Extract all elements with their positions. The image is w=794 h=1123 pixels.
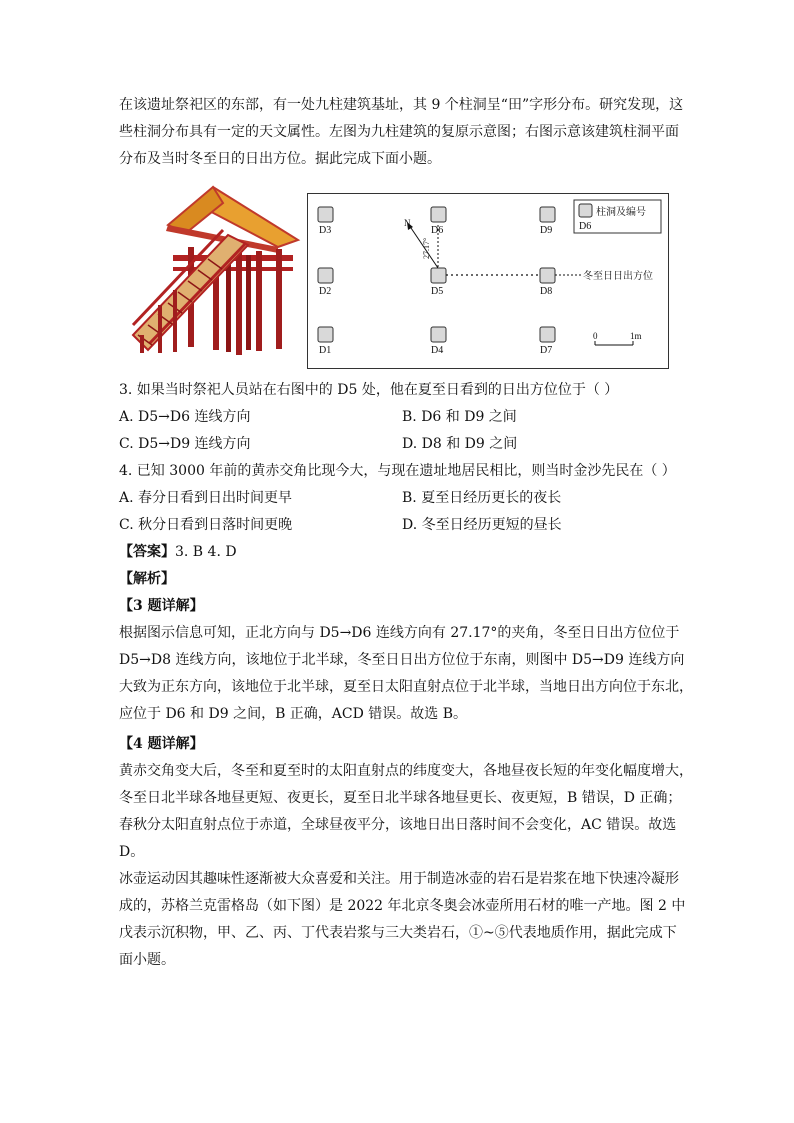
pillar-d3 bbox=[318, 207, 333, 222]
answer-line bbox=[119, 539, 679, 566]
pillar-d7 bbox=[540, 327, 555, 342]
pillar-d9 bbox=[540, 207, 555, 222]
legend-sample-label: D6 bbox=[579, 221, 592, 232]
q3-detail-label: 【3 题详解】 bbox=[119, 598, 204, 614]
pillar-d6 bbox=[431, 207, 446, 222]
q4-detail-line: 黄赤交角变大后，冬至和夏至时的太阳直射点的纬度变大，各地昼夜长短的年变化幅度增大， bbox=[119, 763, 693, 779]
intro-line: 些柱洞分布具有一定的天文属性。左图为九柱建筑的复原示意图；右图示意该建筑柱洞平面 bbox=[119, 124, 679, 140]
next-intro-line: 冰壶运动因其趣味性逐渐被大众喜爱和关注。用于制造冰壶的岩石是岩浆在地下快速冷凝形 bbox=[119, 871, 679, 887]
intro-line: 分布及当时冬至日的日出方位。据此完成下面小题。 bbox=[119, 151, 441, 167]
q3-detail-line: 根据图示信息可知，正北方向与 D5→D6 连线方向有 27.17°的夹角，冬至日日出方位位于 bbox=[119, 625, 680, 641]
label-d4: D4 bbox=[431, 345, 444, 356]
scale-zero: 0 bbox=[593, 331, 598, 341]
label-d6: D6 bbox=[431, 225, 444, 236]
next-intro-line: 成的，苏格兰克雷格岛（如下图）是 2022 年北京冬奥会冰壶所用石材的唯一产地。图 2 中 bbox=[119, 898, 686, 914]
pillar-plan-diagram bbox=[307, 193, 669, 369]
q3-detail-line: 大致为正东方向，该地位于北半球，夏至日太阳直射点位于北半球，当地日出方向位于东北， bbox=[119, 679, 693, 695]
label-d1: D1 bbox=[319, 345, 332, 356]
q3-detail-line: 应位于 D6 和 D9 之间，B 正确，ACD 错误。故选 B。 bbox=[119, 706, 468, 722]
pillar-d2 bbox=[318, 268, 333, 283]
answer-label: 【答案】 bbox=[119, 544, 175, 560]
question-4-options-row-1 bbox=[119, 485, 679, 512]
q4-detail-line: 春秋分太阳直射点位于赤道，全球昼夜平分，该地日出日落时间不会变化，AC 错误。故选 bbox=[119, 817, 677, 833]
question-4-stem bbox=[119, 458, 679, 485]
label-d2: D2 bbox=[319, 286, 332, 297]
pillar-d5 bbox=[431, 268, 446, 283]
pillar-d4 bbox=[431, 327, 446, 342]
question-3-text: 3. 如果当时祭祀人员站在右图中的 D5 处，他在夏至日看到的日出方位位于（ ） bbox=[119, 382, 619, 398]
intro-line: 在该遗址祭祀区的东部，有一处九柱建筑基址，其 9 个柱洞呈“田”字形分布。研究发现，这 bbox=[119, 97, 684, 113]
nine-pillar-building-illustration bbox=[128, 185, 303, 363]
intro-paragraph bbox=[119, 92, 684, 173]
q4-detail-paragraph bbox=[119, 758, 693, 866]
q3-option-c: C. D5→D9 连线方向 bbox=[119, 436, 251, 452]
q4-option-d: D. 冬至日经历更短的昼长 bbox=[402, 517, 562, 533]
q3-detail-paragraph bbox=[119, 620, 693, 728]
q3-option-b: B. D6 和 D9 之间 bbox=[402, 409, 517, 425]
legend-label: 柱洞及编号 bbox=[596, 207, 646, 218]
question-3-options-row-2 bbox=[119, 431, 679, 458]
q3-option-d: D. D8 和 D9 之间 bbox=[402, 436, 518, 452]
q4-detail-line: 冬至日北半球各地昼更短、夜更长，夏至日北半球各地昼更长、夜更短，B 错误，D 正确； bbox=[119, 790, 682, 806]
label-d3: D3 bbox=[319, 225, 332, 236]
q4-detail-line: D。 bbox=[119, 844, 145, 860]
question-3-stem bbox=[119, 377, 679, 404]
q4-option-a: A. 春分日看到日出时间更早 bbox=[119, 490, 293, 506]
next-intro-line: 戊表示沉积物，甲、乙、丙、丁代表岩浆与三大类岩石，①~⑤代表地质作用，据此完成下 bbox=[119, 925, 677, 941]
legend-pillar-sample bbox=[579, 204, 592, 217]
scale-one: 1m bbox=[630, 331, 642, 341]
label-d8: D8 bbox=[540, 286, 553, 297]
label-d9: D9 bbox=[540, 225, 553, 236]
q3-option-a: A. D5→D6 连线方向 bbox=[119, 409, 251, 425]
pillar-d1 bbox=[318, 327, 333, 342]
q4-detail-label: 【4 题详解】 bbox=[119, 736, 204, 752]
q4-option-c: C. 秋分日看到日落时间更晚 bbox=[119, 517, 293, 533]
next-intro-line: 面小题。 bbox=[119, 952, 175, 968]
north-label: N bbox=[404, 218, 411, 228]
q4-option-b: B. 夏至日经历更长的夜长 bbox=[402, 490, 562, 506]
answer-text: 3. B 4. D bbox=[175, 544, 237, 560]
q3-detail-line: D5→D8 连线方向，该地位于北半球，冬至日日出方位位于东南，则图中 D5→D9 连线方向 bbox=[119, 652, 685, 668]
next-intro-paragraph bbox=[119, 866, 686, 974]
angle-label: 27.17° bbox=[422, 237, 431, 259]
label-d5: D5 bbox=[431, 286, 444, 297]
analysis-label: 【解析】 bbox=[119, 571, 175, 587]
question-4-text: 4. 已知 3000 年前的黄赤交角比现今大，与现在遗址地居民相比，则当时金沙先民在（ ） bbox=[119, 463, 676, 479]
pillar-d8 bbox=[540, 268, 555, 283]
label-d7: D7 bbox=[540, 345, 553, 356]
question-4-options-row-2 bbox=[119, 512, 679, 539]
question-3-options-row-1 bbox=[119, 404, 679, 431]
sunrise-label: 冬至日日出方位 bbox=[583, 271, 653, 282]
